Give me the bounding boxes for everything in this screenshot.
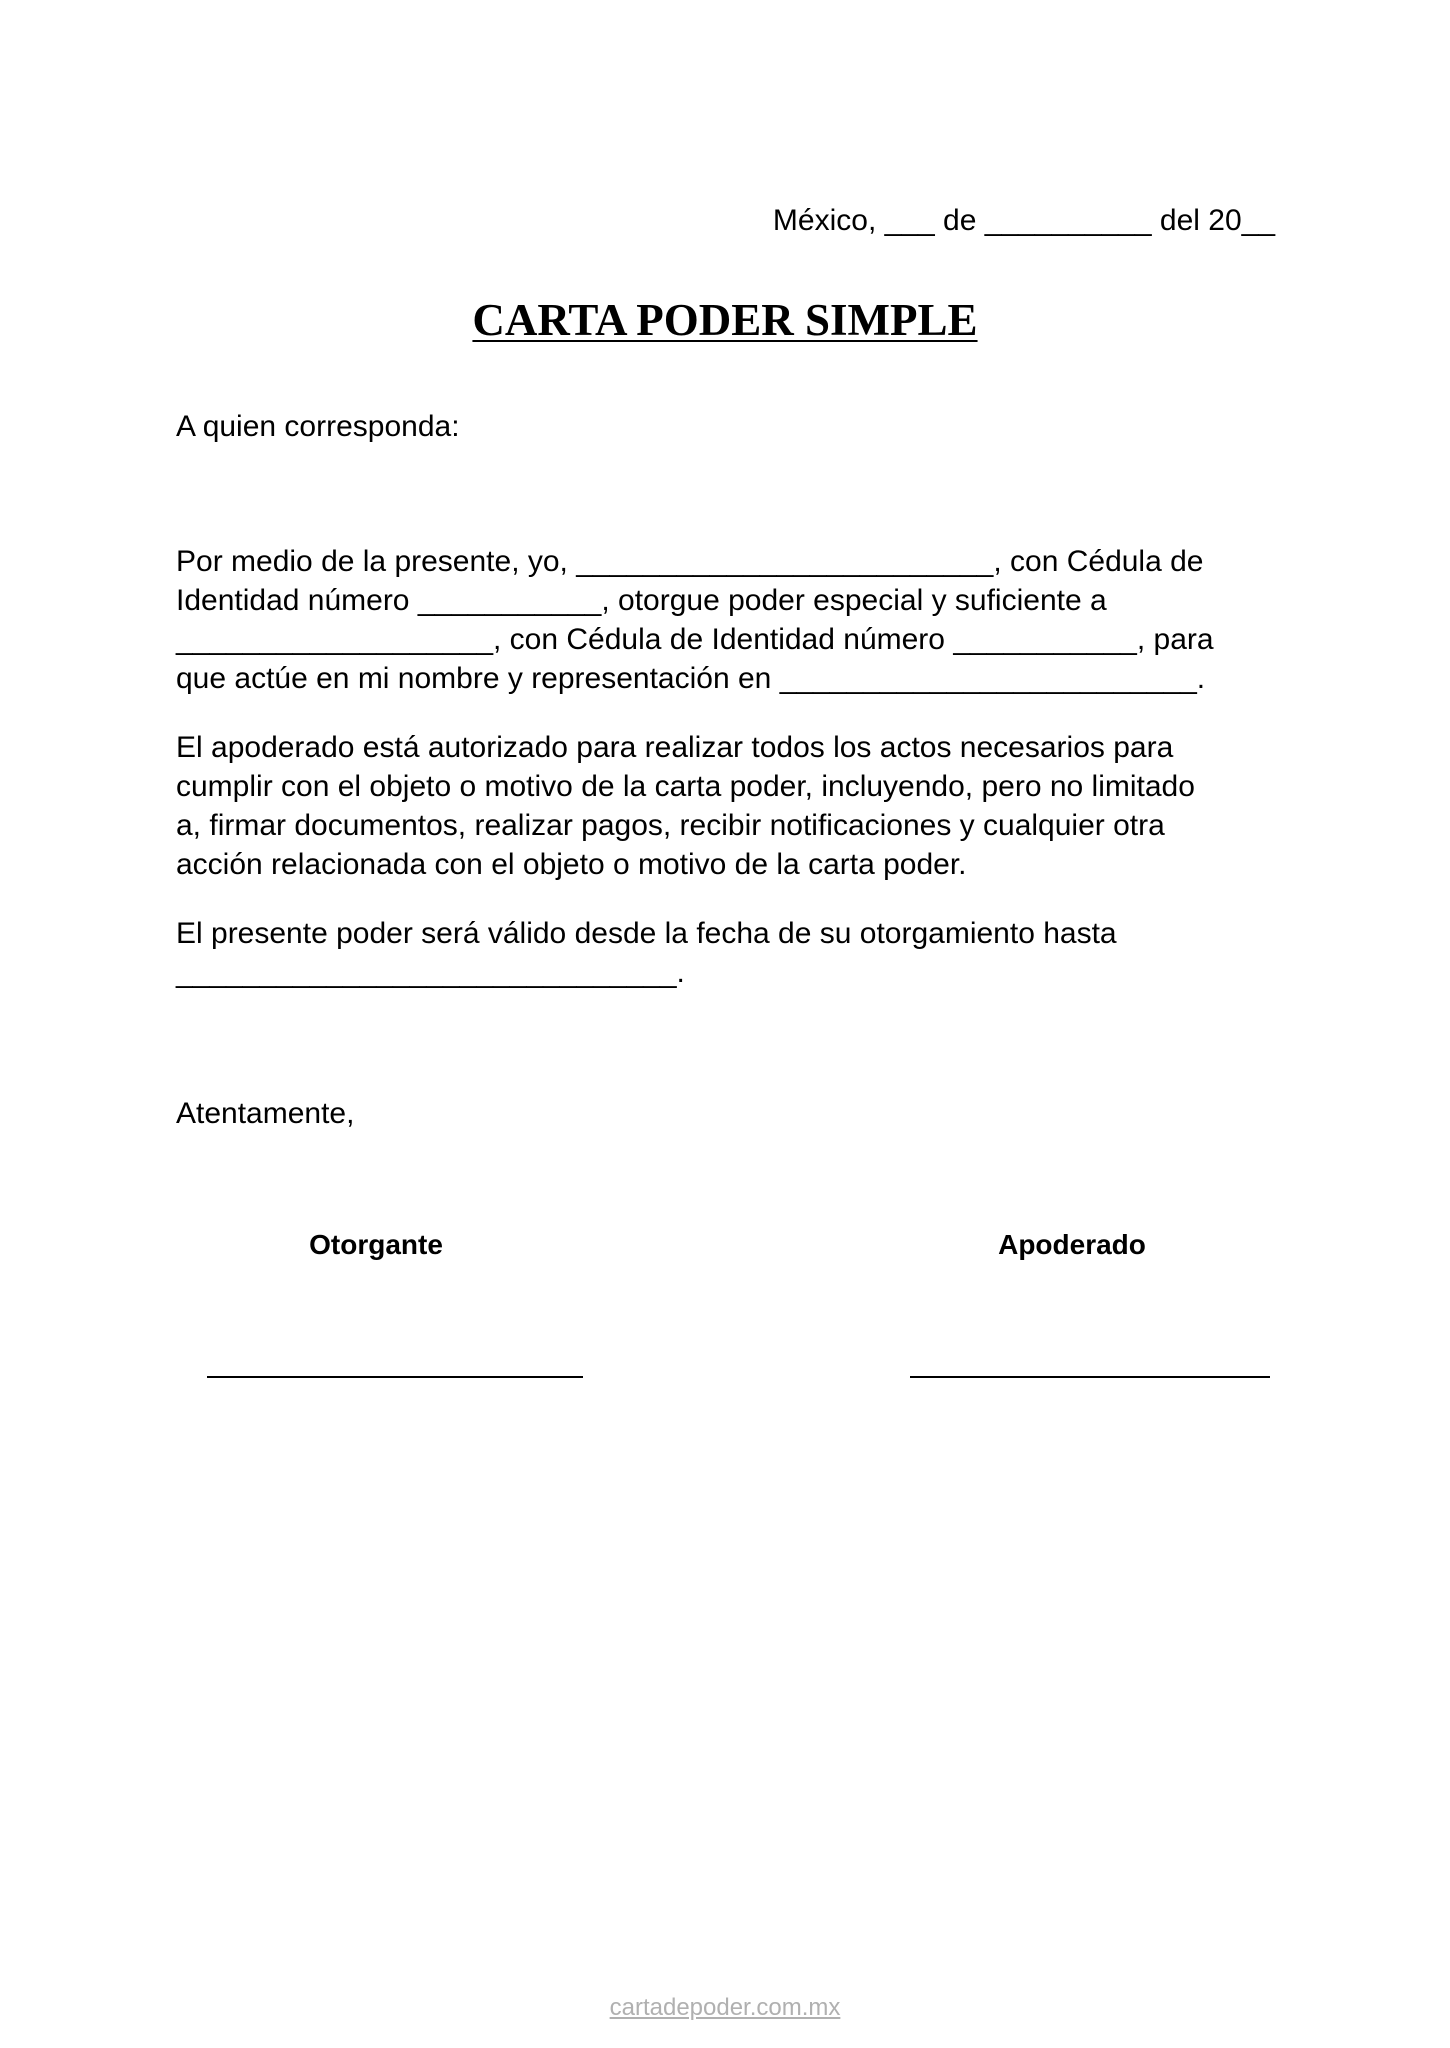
paragraph-line: Identidad número ___________, otorgue poder especial y suficiente a <box>176 584 1107 617</box>
closing: Atentamente, <box>176 1097 355 1130</box>
paragraph-authorization <box>176 728 1286 884</box>
document-title: CARTA PODER SIMPLE <box>472 295 978 345</box>
date-line: México, ___ de __________ del 20__ <box>772 204 1275 237</box>
paragraph-line: Por medio de la presente, yo, _________________________, con Cédula de <box>176 545 1204 578</box>
paragraph-line: ______________________________. <box>176 956 685 989</box>
paragraph-line: a, firmar documentos, realizar pagos, recibir notificaciones y cualquier otra <box>176 809 1165 842</box>
paragraph-line: El presente poder será válido desde la fecha de su otorgamiento hasta <box>176 917 1117 950</box>
paragraph-validity <box>176 914 1286 992</box>
otorgante-label: Otorgante <box>309 1229 443 1260</box>
paragraph-grant <box>176 542 1286 698</box>
paragraph-line: que actúe en mi nombre y representación en _________________________. <box>176 662 1206 695</box>
paragraph-line: El apoderado está autorizado para realizar todos los actos necesarios para <box>176 731 1174 764</box>
paragraph-line: acción relacionada con el objeto o motivo de la carta poder. <box>176 848 967 881</box>
paragraph-line: cumplir con el objeto o motivo de la carta poder, incluyendo, pero no limitado <box>176 770 1195 803</box>
footer-site-link[interactable]: cartadepoder.com.mx <box>609 1994 841 2021</box>
otorgante-signature-line <box>207 1376 583 1378</box>
paragraph-line: ___________________, con Cédula de Identidad número ___________, para <box>176 623 1214 656</box>
footer <box>0 1994 1450 2022</box>
salutation: A quien corresponda: <box>176 410 460 443</box>
apoderado-label: Apoderado <box>998 1229 1146 1260</box>
apoderado-signature-line <box>910 1376 1270 1378</box>
